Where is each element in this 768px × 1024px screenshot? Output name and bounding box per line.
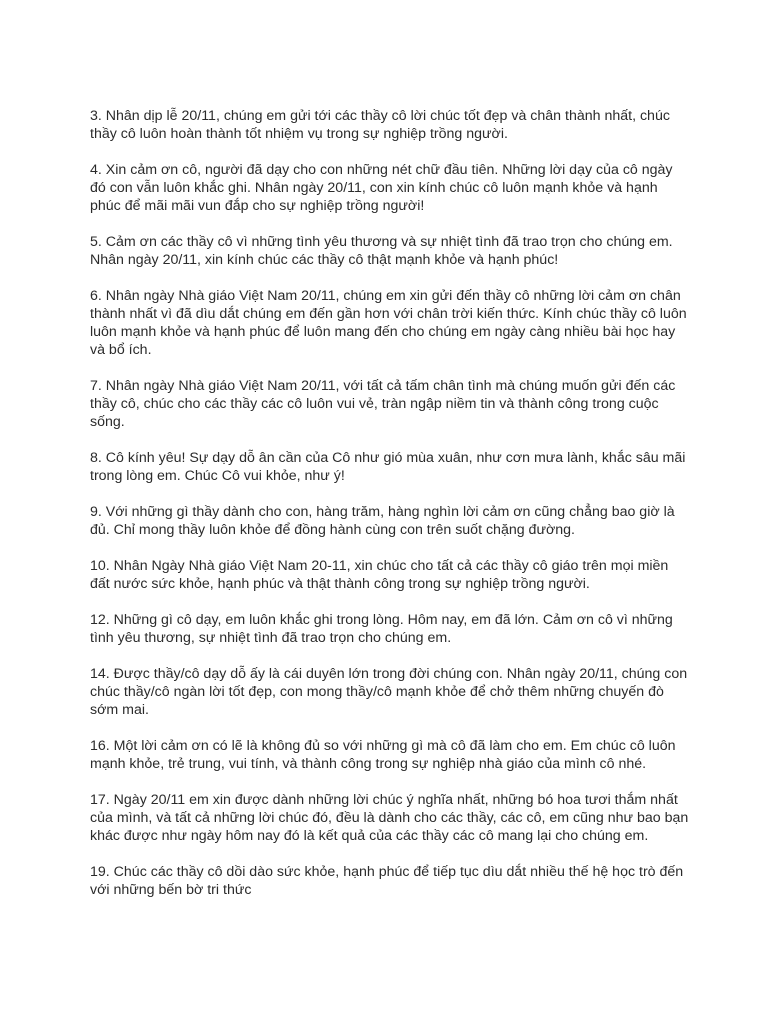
- paragraph-12: 12. Những gì cô dạy, em luôn khắc ghi trong lòng. Hôm nay, em đã lớn. Cảm ơn cô vì những tình yêu thương, sự nhiệt tình đã trao trọn cho chúng em.: [90, 612, 673, 646]
- paragraph-4: 4. Xin cảm ơn cô, người đã dạy cho con những nét chữ đầu tiên. Những lời dạy của cô ngày đó con vẫn luôn khắc ghi. Nhân ngày 20/11, con xin kính chúc cô luôn mạnh khỏe và hạnh phúc để mãi mãi vun đắp cho sự nghiệp trồng người!: [90, 162, 673, 214]
- paragraph-14: 14. Được thầy/cô dạy dỗ ấy là cái duyên lớn trong đời chúng con. Nhân ngày 20/11, chúng con chúc thầy/cô ngàn lời tốt đẹp, con mong thầy/cô mạnh khỏe để chở thêm những chuyến đò sớm mai.: [90, 666, 688, 718]
- paragraph-17: 17. Ngày 20/11 em xin được dành những lời chúc ý nghĩa nhất, những bó hoa tươi thắm nhất của mình, và tất cả những lời chúc đó, đều là dành cho các thầy, các cô, em cũng như bao bạn khác được như ngày hôm nay đó là kết quả của các thầy các cô mang lại cho chúng em.: [90, 792, 689, 844]
- paragraph-8: 8. Cô kính yêu! Sự dạy dỗ ân cần của Cô như gió mùa xuân, như cơn mưa lành, khắc sâu mãi trong lòng em. Chúc Cô vui khỏe, như ý!: [90, 450, 686, 484]
- paragraph-10: 10. Nhân Ngày Nhà giáo Việt Nam 20-11, xin chúc cho tất cả các thầy cô giáo trên mọi miền đất nước sức khỏe, hạnh phúc và thật thành công trong sự nghiệp trồng người.: [90, 558, 669, 592]
- paragraph-9: 9. Với những gì thầy dành cho con, hàng trăm, hàng nghìn lời cảm ơn cũng chẳng bao giờ là đủ. Chỉ mong thầy luôn khỏe để đồng hành cùng con trên suốt chặng đường.: [90, 504, 675, 538]
- paragraph-7: 7. Nhân ngày Nhà giáo Việt Nam 20/11, với tất cả tấm chân tình mà chúng muốn gửi đến các thầy cô, chúc cho các thầy các cô luôn vui vẻ, tràn ngập niềm tin và thành công trong cuộc sống.: [90, 378, 676, 430]
- paragraph-6: 6. Nhân ngày Nhà giáo Việt Nam 20/11, chúng em xin gửi đến thầy cô những lời cảm ơn chân thành nhất vì đã dìu dắt chúng em đến gần hơn với chân trời kiến thức. Kính chúc thầy cô luôn luôn mạnh khỏe và hạnh phúc để luôn mang đến cho chúng em ngày càng nhiều bài học hay và bổ ích.: [90, 288, 687, 358]
- paragraph-19: 19. Chúc các thầy cô dồi dào sức khỏe, hạnh phúc để tiếp tục dìu dắt nhiều thế hệ học trò đến với những bến bờ tri thức: [90, 864, 684, 898]
- paragraph-16: 16. Một lời cảm ơn có lẽ là không đủ so với những gì mà cô đã làm cho em. Em chúc cô luôn mạnh khỏe, trẻ trung, vui tính, và thành công trong sự nghiệp nhà giáo của mình cô nhé.: [90, 738, 676, 772]
- paragraph-3: 3. Nhân dịp lễ 20/11, chúng em gửi tới các thầy cô lời chúc tốt đẹp và chân thành nhất, chúc thầy cô luôn hoàn thành tốt nhiệm vụ trong sự nghiệp trồng người.: [90, 108, 670, 142]
- paragraph-5: 5. Cảm ơn các thầy cô vì những tình yêu thương và sự nhiệt tình đã trao trọn cho chúng em. Nhân ngày 20/11, xin kính chúc các thầy cô thật mạnh khỏe và hạnh phúc!: [90, 234, 673, 268]
- document-page: [90, 107, 690, 899]
